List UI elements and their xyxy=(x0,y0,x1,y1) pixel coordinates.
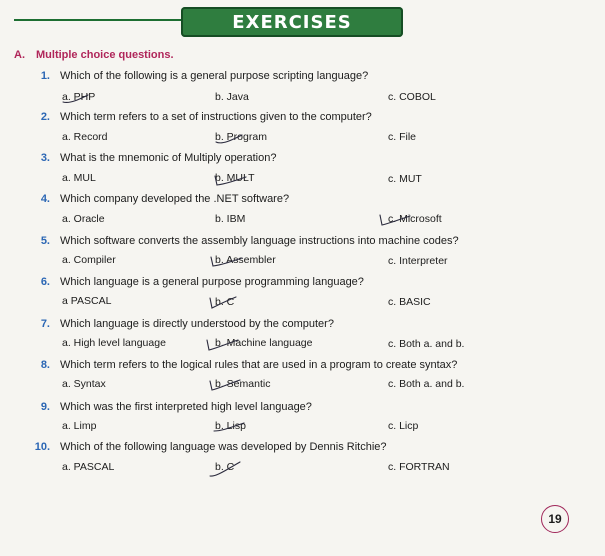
option-c: c. File xyxy=(388,131,417,143)
question-number: 7. xyxy=(40,318,50,330)
option-b: b. Machine language xyxy=(215,337,313,349)
option-b: b. C xyxy=(215,296,235,308)
option-a: a. Limp xyxy=(62,420,97,432)
option-a: a. PHP xyxy=(62,91,96,103)
option-b: b. Java xyxy=(215,91,249,103)
option-a: a PASCAL xyxy=(62,295,112,307)
option-b: b. MULT xyxy=(215,172,255,184)
exercises-banner xyxy=(181,7,403,37)
question-number: 4. xyxy=(40,193,50,205)
page-number: 19 xyxy=(541,505,569,533)
option-a: a. Oracle xyxy=(62,213,105,225)
option-b: b. Lisp xyxy=(215,420,246,432)
section-title: Multiple choice questions. xyxy=(36,49,174,61)
option-c: c. MUT xyxy=(388,173,422,185)
option-c: c. BASIC xyxy=(388,296,431,308)
question-text: Which of the following language was developed by Dennis Ritchie? xyxy=(60,441,387,453)
option-a: a. MUL xyxy=(62,172,96,184)
question-text: Which language is a general purpose programming language? xyxy=(60,276,364,288)
question-text: Which term refers to a set of instructions given to the computer? xyxy=(60,111,372,123)
question-text: Which was the first interpreted high level language? xyxy=(60,401,312,413)
section-heading xyxy=(14,49,174,61)
option-a: a. High level language xyxy=(62,337,166,349)
option-c: c. COBOL xyxy=(388,91,436,103)
option-b: b. Assembler xyxy=(215,254,276,266)
section-letter: A. xyxy=(14,49,25,61)
question-number: 2. xyxy=(40,111,50,123)
question-text: Which of the following is a general purpose scripting language? xyxy=(60,70,369,82)
question-text: Which company developed the .NET software? xyxy=(60,193,290,205)
question-number: 3. xyxy=(40,152,50,164)
option-c: c. FORTRAN xyxy=(388,461,450,473)
option-a: a. Compiler xyxy=(62,254,116,266)
option-a: a. PASCAL xyxy=(62,461,115,473)
exercises-title: EXERCISES xyxy=(232,11,352,33)
option-b: b. C xyxy=(215,461,235,473)
option-b: b. IBM xyxy=(215,213,246,225)
question-number: 10. xyxy=(34,441,50,453)
question-text: What is the mnemonic of Multiply operation? xyxy=(60,152,277,164)
question-number: 9. xyxy=(40,401,50,413)
option-c: c. Interpreter xyxy=(388,255,448,267)
question-number: 1. xyxy=(40,70,50,82)
header-rule xyxy=(14,19,184,21)
question-text: Which software converts the assembly language instructions into machine codes? xyxy=(60,235,459,247)
question-text: Which term refers to the logical rules that are used in a program to create syntax? xyxy=(60,359,458,371)
option-b: b. Semantic xyxy=(215,378,271,390)
question-number: 6. xyxy=(40,276,50,288)
option-a: a. Syntax xyxy=(62,378,106,390)
option-c: c. Microsoft xyxy=(388,213,442,225)
question-text: Which language is directly understood by the computer? xyxy=(60,318,334,330)
option-c: c. Licp xyxy=(388,420,419,432)
question-number: 5. xyxy=(40,235,50,247)
option-c: c. Both a. and b. xyxy=(388,378,465,390)
option-b: b. Program xyxy=(215,131,267,143)
question-number: 8. xyxy=(40,359,50,371)
option-c: c. Both a. and b. xyxy=(388,338,465,350)
option-a: a. Record xyxy=(62,131,108,143)
